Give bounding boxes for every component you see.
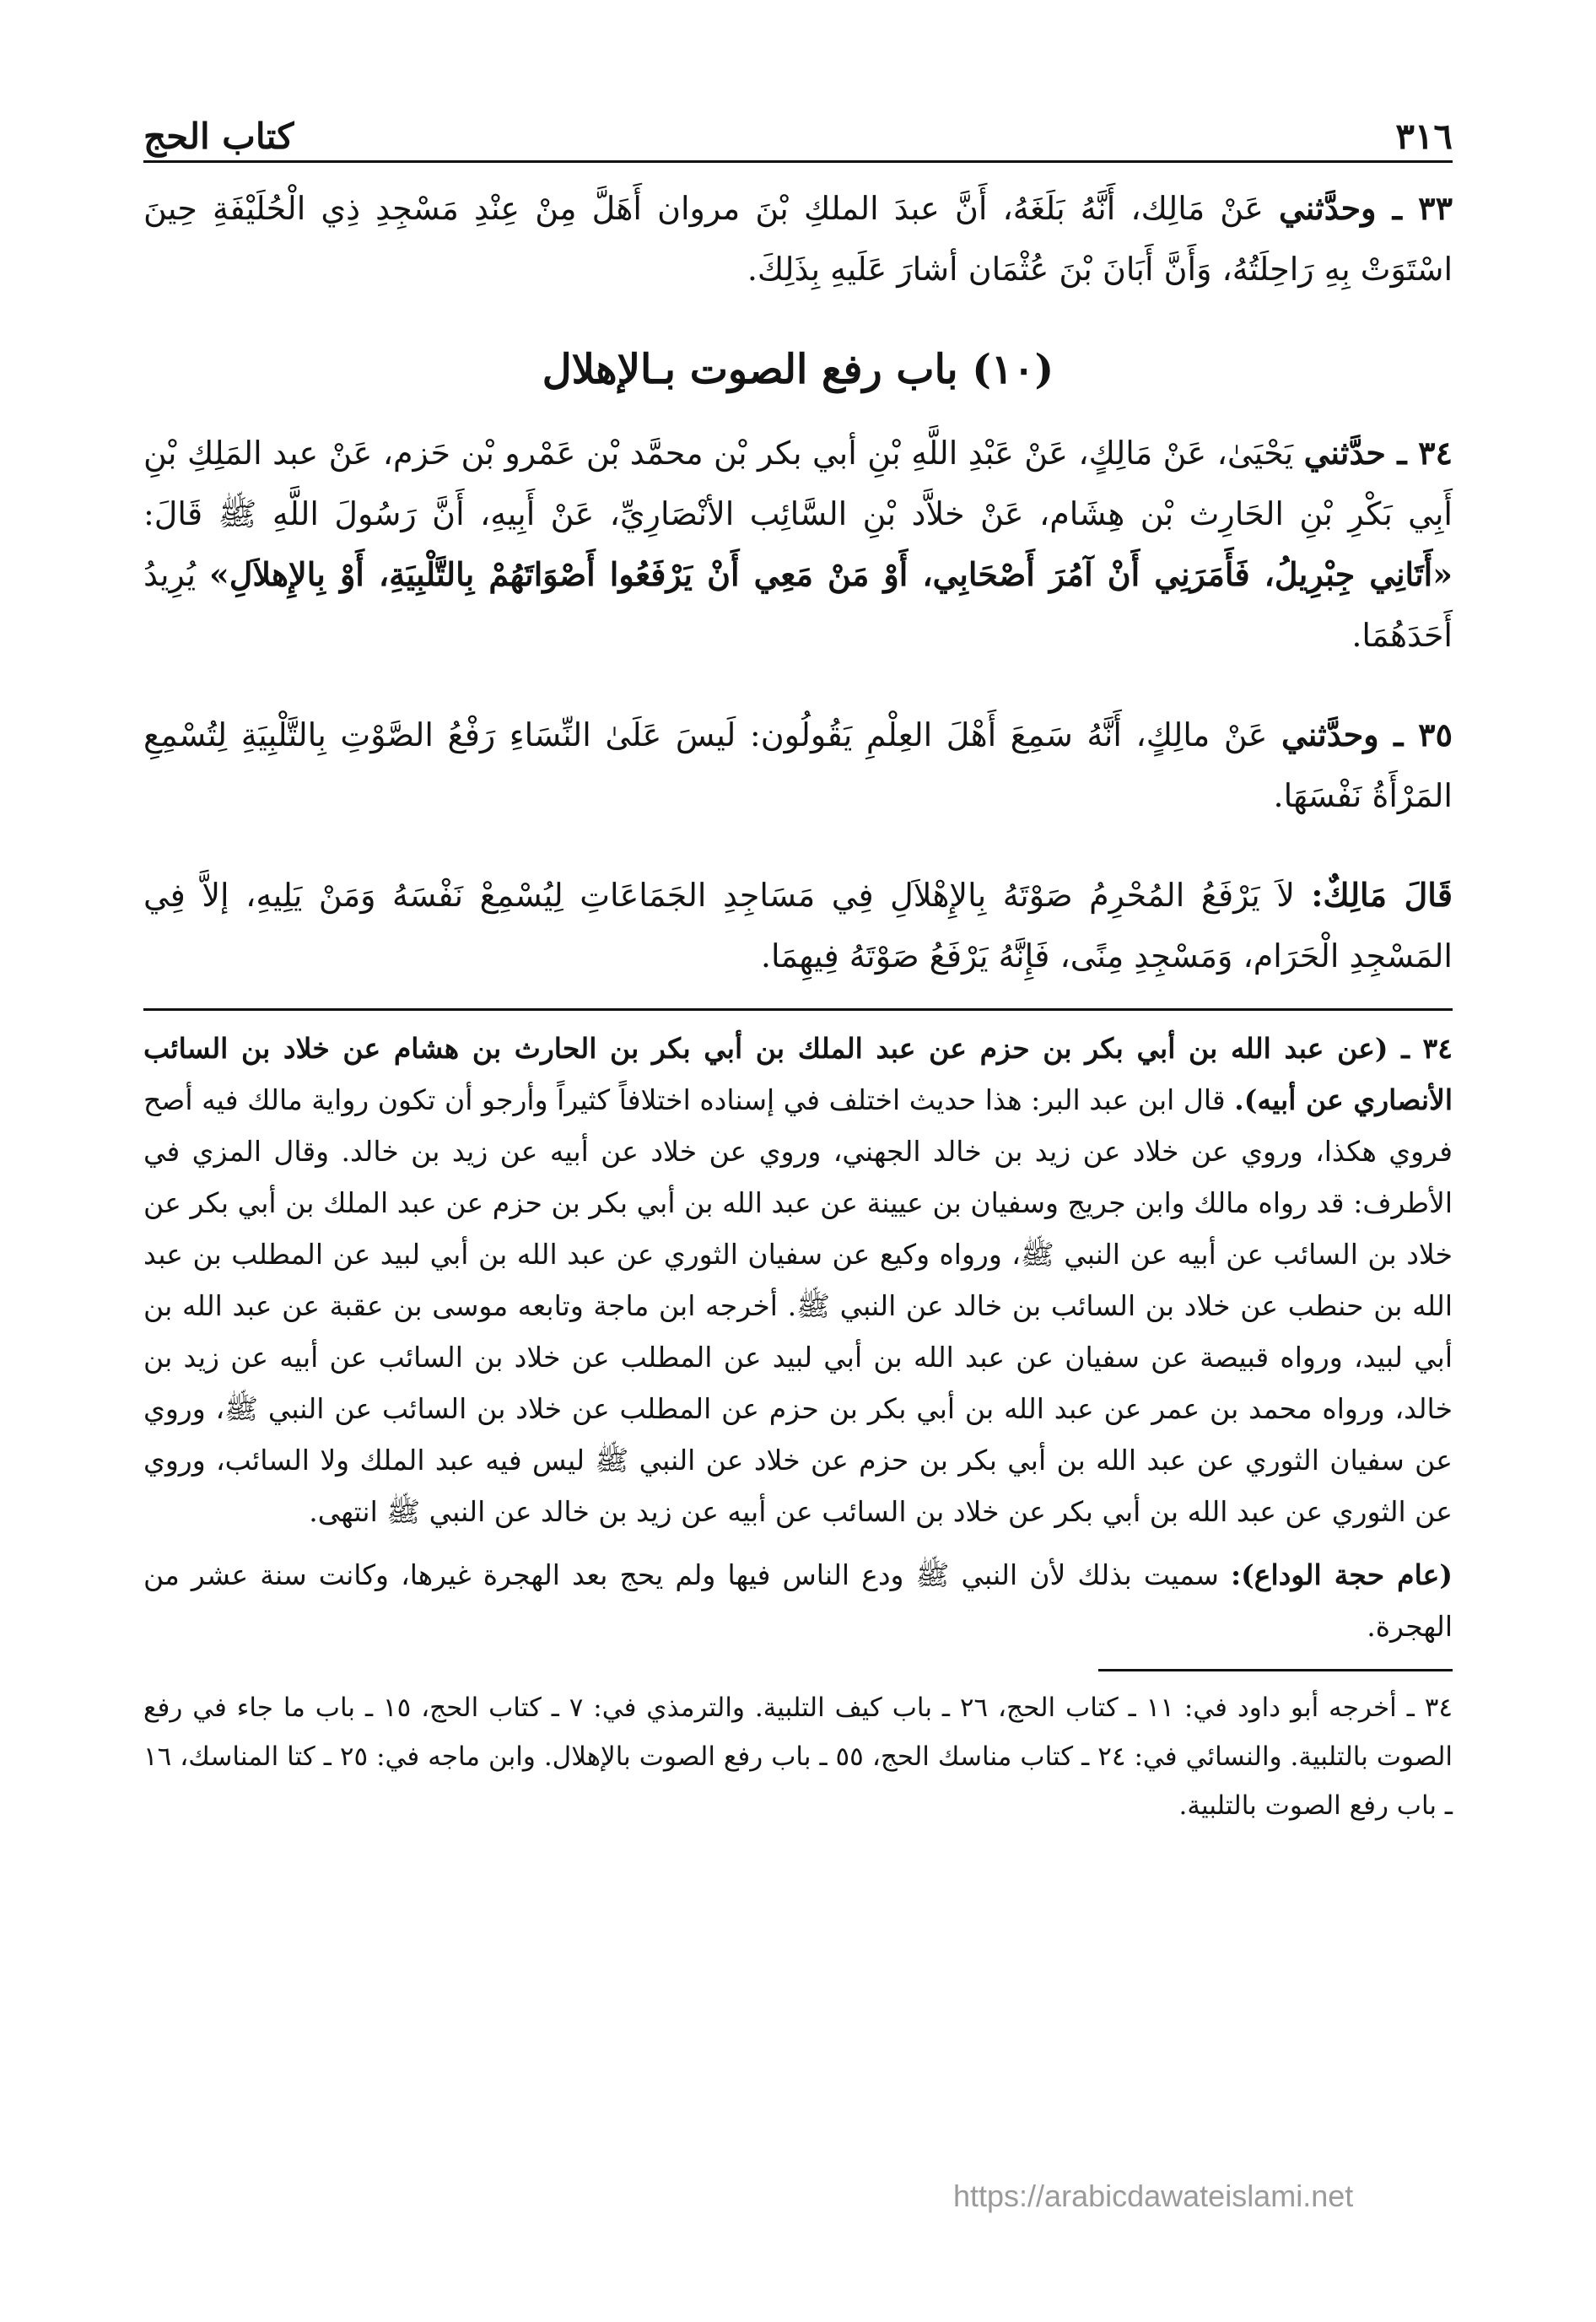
commentary-34-text: قال ابن عبد البر: هذا حديث اختلف في إسناده اختلافاً كثيراً وأرجو أن تكون رواية مالك فيه أصح فروي هكذا، وروي عن خلاد عن زيد بن خالد الجهني، وروي عن خلاد عن أبيه عن زيد بن خالد. وقال المزي في الأطرف: قد رواه مالك وابن جريج وسفيان بن عيينة عن عبد الله بن أبي بكر بن حزم عن عبد الملك بن أبي بكر عن خلاد بن السائب عن أبيه عن النبي ﷺ، ورواه وكيع عن سفيان الثوري عن عبد الله بن أبي لبيد عن المطلب بن عبد الله بن حنطب عن خلاد بن السائب بن خالد عن النبي ﷺ. أخرجه ابن ماجة وتابعه موسى بن عقبة عن عبد الله بن أبي لبيد، ورواه قبيصة عن سفيان عن عبد الله بن أبي لبيد عن المطلب عن خلاد بن السائب عن أبيه عن زيد بن خالد، ورواه محمد بن عمر عن عبد الله بن أبي بكر بن حزم عن المطلب عن خلاد بن السائب عن النبي ﷺ، وروي عن سفيان الثوري عن عبد الله بن أبي بكر بن حزم عن خلاد عن النبي ﷺ ليس فيه عبد الملك ولا السائب، وروي عن الثوري عن عبد الله بن أبي بكر عن خلاد بن السائب عن أبيه عن زيد بن خالد عن النبي ﷺ انتهى. bbox=[143, 1083, 1453, 1528]
malik-statement bbox=[143, 865, 1453, 986]
hadith-33-lead: ٣٣ ـ وحدَّثني bbox=[1279, 189, 1453, 227]
watermark: https://arabicdawateislami.net bbox=[953, 2179, 1354, 2213]
commentary-farewell-lead: (عام حجة الوداع): bbox=[1231, 1558, 1453, 1591]
page-header bbox=[143, 101, 1453, 163]
hadith-33-text: عَنْ مَالِك، أَنَّهُ بَلَغَهُ، أَنَّ عبدَ الملكِ بْنَ مروان أَهَلَّ مِنْ عِنْدِ مَسْجِدِ ذِي الْحُلَيْفَةِ حِينَ اسْتَوَتْ بِهِ رَاحِلَتُهُ، وَأَنَّ أَبَانَ بْنَ عُثْمَان أشارَ عَلَيهِ بِذَلِكَ. bbox=[143, 190, 1453, 288]
hadith-33 bbox=[143, 178, 1453, 300]
hadith-35-text: عَنْ مالِكٍ، أَنَّهُ سَمِعَ أَهْلَ العِلْمِ يَقُولُون: لَيسَ عَلَىٰ النِّسَاءِ رَفْعُ الصَّوْتِ بِالتَّلْبِيَةِ لِتُسْمِعِ المَرْأَةُ نَفْسَهَا. bbox=[143, 716, 1453, 814]
hadith-34-lead: ٣٤ ـ حدَّثني bbox=[1303, 434, 1453, 472]
page-number: ٣١٦ bbox=[1395, 116, 1453, 157]
hadith-35-lead: ٣٥ ـ وحدَّثني bbox=[1281, 716, 1453, 753]
section-title: (١٠) باب رفع الصوت بـالإهلال bbox=[542, 346, 1054, 393]
running-title: كتاب الحج bbox=[143, 116, 294, 157]
commentary-34 bbox=[143, 1023, 1453, 1537]
footnote-34: ٣٤ ـ أخرجه أبو داود في: ١١ ـ كتاب الحج، ٢٦ ـ باب كيف التلبية. والترمذي في: ٧ ـ كتاب الحج، ١٥ ـ باب ما جاء في رفع الصوت بالتلبية. والنسائي في: ٢٤ ـ كتاب مناسك الحج، ٥٥ ـ باب رفع الصوت بالإهلال. وابن ماجه في: ٢٥ ـ كتا المناسك، ١٦ ـ باب رفع الصوت بالتلبية. bbox=[143, 1693, 1453, 1821]
hadith-35 bbox=[143, 705, 1453, 826]
hadith-34-text: يَحْيَىٰ، عَنْ مَالِكٍ، عَنْ عَبْدِ اللَّهِ بْنِ أبي بكر بْن محمَّد بْن عَمْرو بْن حَزم، عَنْ عبد المَلِكِ بْنِ أَبِي بَكْرِ بْنِ الحَارِث بْن هِشَام، عَنْ خلاَّد بْنِ السَّائِب الأنْصَارِيِّ، عَنْ أَبِيهِ، أَنَّ رَسُولَ اللَّهِ ﷺ قَالَ: bbox=[143, 435, 1453, 532]
commentary-farewell bbox=[143, 1549, 1453, 1652]
malik-statement-text: لاَ يَرْفَعُ المُحْرِمُ صَوْتَهُ بِالإِهْلاَلِ فِي مَسَاجِدِ الجَمَاعَاتِ لِيُسْمِعْ نَفْسَهُ وَمَنْ يَلِيهِ، إلاَّ فِي المَسْجِدِ الْحَرَام، وَمَسْجِدِ مِنًى، فَإِنَّهُ يَرْفَعُ صَوْتَهُ فِيهِمَا. bbox=[143, 877, 1453, 975]
hadith-34 bbox=[143, 423, 1453, 666]
hadith-34-tail: يُرِيدُ أَحَدَهُمَا. bbox=[143, 556, 1453, 654]
book-page bbox=[143, 101, 1453, 1830]
malik-statement-lead: قَالَ مَالِكٌ: bbox=[1311, 876, 1453, 914]
footnote-divider bbox=[1098, 1669, 1453, 1671]
commentary-farewell-text: سميت بذلك لأن النبي ﷺ ودع الناس فيها ولم يحج بعد الهجرة غيرها، وكانت سنة عشر من الهجرة. bbox=[143, 1558, 1453, 1643]
commentary-34-lead: ٣٤ ـ (عن عبد الله بن أبي بكر بن حزم عن عبد الملك بن أبي بكر بن الحارث بن هشام عن خلاد بن السائب الأنصاري عن أبيه). bbox=[143, 1032, 1453, 1116]
commentary-divider bbox=[143, 1008, 1453, 1011]
hadith-34-quote: «أَتَانِي جِبْرِيلُ، فَأَمَرَنِي أَنْ آمُرَ أَصْحَابِي، أَوْ مَنْ مَعِي أَنْ يَرْفَعُوا أَصْوَاتَهُمْ بِالتَّلْبِيَةِ، أَوْ بِالإِهلاَلِ» bbox=[208, 555, 1453, 593]
